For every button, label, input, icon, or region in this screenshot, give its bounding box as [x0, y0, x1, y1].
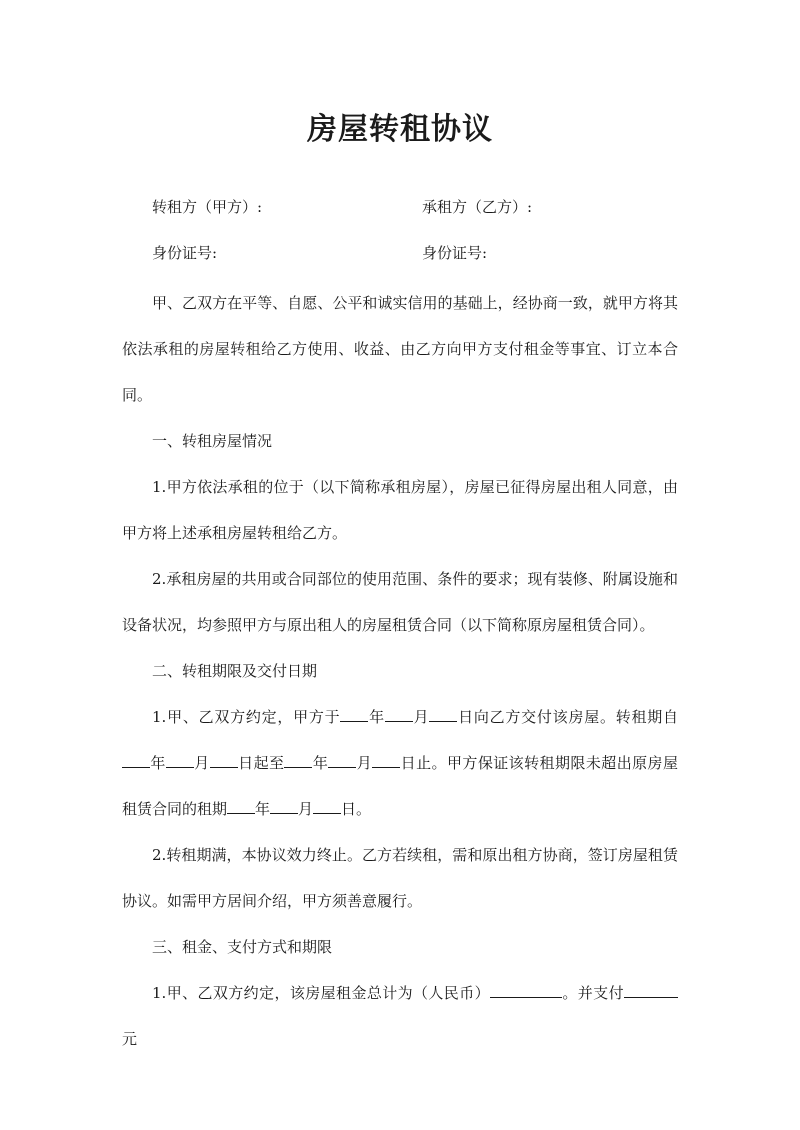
- section-1-item-2: 2.承租房屋的共用或合同部位的使用范围、条件的要求；现有装修、附属设施和设备状况，均参照甲方与原出租人的房屋租赁合同（以下简称原房屋租赁合同）。: [122, 570, 678, 634]
- s2-text-6: 月: [193, 754, 210, 772]
- s2-text-13: 日。: [341, 800, 372, 818]
- s2-text-9: 月: [356, 754, 373, 772]
- section-1-item-1: 1.甲方依法承租的位于（以下简称承租房屋），房屋已征得房屋出租人同意，由甲方将上述承租房屋转租给乙方。: [122, 478, 678, 542]
- s2-text-7: 日起至: [237, 754, 285, 772]
- contract-body: [122, 280, 678, 1062]
- blank-line: [210, 751, 238, 768]
- blank-line: [328, 751, 356, 768]
- sublessor-id-label: 身份证号:: [152, 244, 218, 262]
- s2-text-1: 1.甲、乙双方约定，甲方于: [152, 708, 341, 726]
- blank-line: [313, 797, 341, 814]
- section-2-item-1: [122, 694, 678, 832]
- blank-line: [284, 751, 312, 768]
- blank-line: [270, 797, 298, 814]
- section-1-heading: 一、转租房屋情况: [152, 432, 273, 450]
- s2-text-11: 年: [255, 800, 271, 818]
- s3-text-3: 元: [122, 1030, 138, 1048]
- s2-text-3: 月: [412, 708, 430, 726]
- sublessor-label: 转租方（甲方）:: [152, 198, 263, 216]
- party-row-names: [122, 184, 678, 230]
- sublessee-label: 承租方（乙方）:: [422, 198, 533, 216]
- s3-text-1: 1.甲、乙双方约定，该房屋租金总计为（人民币）: [152, 984, 490, 1002]
- blank-line: [490, 981, 562, 998]
- s2-text-4: 日向乙方交付该房屋。转租期自: [457, 708, 678, 726]
- document-title: 房屋转租协议: [307, 112, 493, 147]
- blank-line: [385, 705, 413, 722]
- blank-line: [227, 797, 255, 814]
- parties-block: [122, 184, 678, 276]
- blank-line: [166, 751, 194, 768]
- s2-text-5: 年: [150, 754, 166, 772]
- section-2-item-2: 2.转租期满，本协议效力终止。乙方若续租，需和原出租方协商，签订房屋租赁协议。如需甲方居间介绍，甲方须善意履行。: [122, 846, 678, 910]
- blank-line: [372, 751, 400, 768]
- sublessee-id-label: 身份证号:: [422, 244, 488, 262]
- blank-line: [340, 705, 368, 722]
- s2-text-10: 日止。甲方保证该转租期限未超出原房屋租赁合同的租期: [122, 754, 678, 818]
- blank-line: [429, 705, 457, 722]
- intro-paragraph: 甲、乙双方在平等、自愿、公平和诚实信用的基础上，经协商一致，就甲方将其依法承租的房屋转租给乙方使用、收益、由乙方向甲方支付租金等事宜、订立本合同。: [122, 294, 678, 404]
- section-3-item-1: [122, 970, 678, 1062]
- blank-line: [122, 751, 150, 768]
- section-3-heading: 三、租金、支付方式和期限: [152, 938, 333, 956]
- section-2-heading: 二、转租期限及交付日期: [152, 662, 318, 680]
- s2-text-12: 月: [298, 800, 314, 818]
- s2-text-2: 年: [368, 708, 385, 726]
- s2-text-8: 年: [312, 754, 329, 772]
- party-row-ids: [122, 230, 678, 276]
- s3-text-2: 。并支付: [562, 984, 624, 1002]
- blank-line: [624, 981, 678, 998]
